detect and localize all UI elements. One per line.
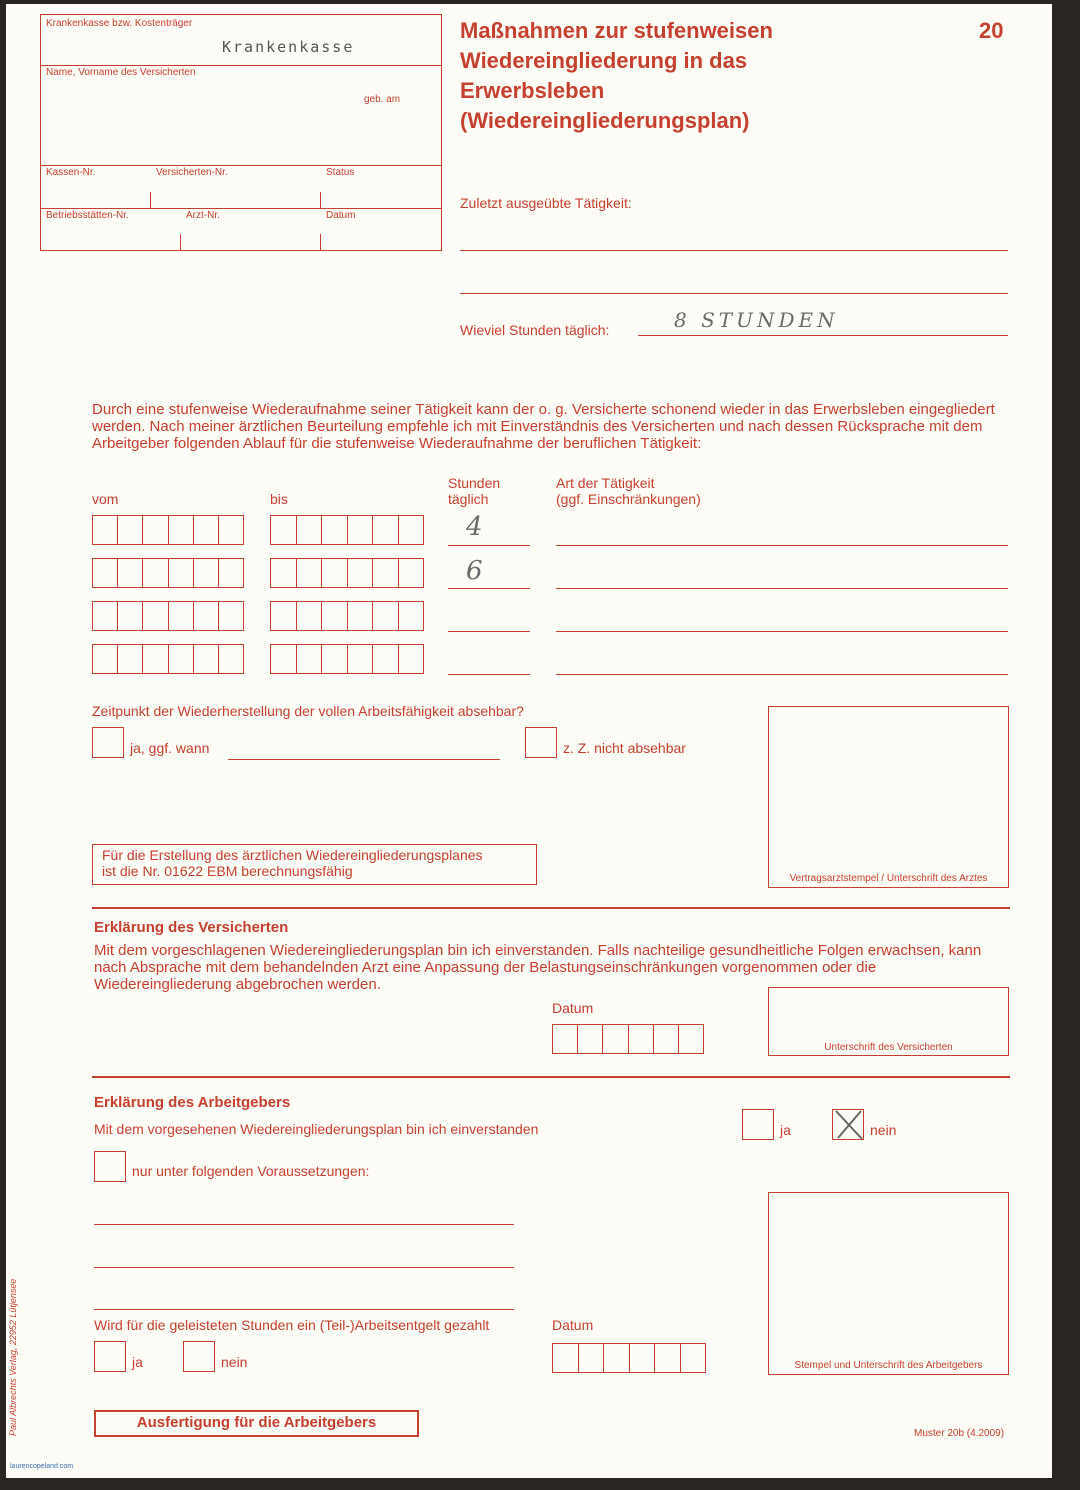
insured-declaration-heading: Erklärung des Versicherten [94, 919, 289, 936]
employer-stamp-label: Stempel und Unterschrift des Arbeitgebers [794, 1360, 983, 1371]
krankenkasse-value[interactable]: Krankenkasse [222, 38, 355, 56]
form-number: 20 [979, 18, 1004, 43]
form-title-line2: Wiedereingliederung in das [460, 48, 748, 73]
doctor-stamp-box[interactable] [768, 706, 1009, 888]
datum-label: Datum [326, 210, 356, 221]
hours-label: Wieviel Stunden täglich: [460, 322, 610, 338]
conditions-line-2[interactable] [94, 1267, 514, 1268]
recovery-when-line[interactable] [228, 759, 500, 760]
pay-ja-checkbox[interactable] [94, 1341, 126, 1372]
geb-label: geb. am [364, 94, 401, 105]
employer-date-boxes[interactable] [552, 1343, 706, 1373]
pay-question: Wird für die geleisteten Stunden ein (Teil-)Arbeitsentgelt gezahlt [94, 1317, 490, 1333]
publisher-label: Paul Albrechts Verlag, 22952 Lütjensee [8, 1278, 18, 1436]
col-vom: vom [92, 491, 119, 507]
vom-date-row-3[interactable] [92, 601, 244, 631]
krankenkasse-label: Krankenkasse bzw. Kostenträger [46, 18, 193, 29]
conditions-line-1[interactable] [94, 1224, 514, 1225]
hours-line-row-1[interactable] [448, 545, 530, 546]
activity-line-row-3[interactable] [556, 631, 1008, 632]
insured-datum-label: Datum [552, 1000, 594, 1016]
pay-ja-label: ja [132, 1354, 143, 1370]
last-activity-line-1[interactable] [460, 250, 1008, 251]
conditions-line-3[interactable] [94, 1309, 514, 1310]
activity-line-row-4[interactable] [556, 674, 1008, 675]
pay-nein-checkbox[interactable] [183, 1341, 215, 1372]
pay-nein-label: nein [221, 1354, 248, 1370]
employer-datum-label: Datum [552, 1317, 594, 1333]
vom-date-row-1[interactable] [92, 515, 244, 545]
bis-date-row-2[interactable] [270, 558, 424, 588]
last-activity-line-2[interactable] [460, 293, 1008, 294]
watermark: laurencopeland.com [10, 1463, 74, 1470]
recovery-no-label: z. Z. nicht absehbar [563, 740, 686, 756]
insured-signature-label: Unterschrift des Versicherten [824, 1042, 953, 1053]
employer-ja-label: ja [780, 1122, 791, 1138]
bis-date-row-4[interactable] [270, 644, 424, 674]
employer-declaration-heading: Erklärung des Arbeitgebers [94, 1094, 291, 1111]
col-stunden-1: Stunden [448, 475, 501, 491]
kassen-nr-label: Kassen-Nr. [46, 167, 96, 178]
activity-line-row-1[interactable] [556, 545, 1008, 546]
col-art-2: (ggf. Einschränkungen) [556, 491, 701, 507]
employer-ja-checkbox[interactable] [742, 1109, 774, 1140]
col-art-1: Art der Tätigkeit [556, 475, 655, 491]
employer-conditions-checkbox[interactable] [94, 1151, 126, 1182]
section-divider-2 [92, 1076, 1010, 1078]
form-title-line4: (Wiedereingliederungsplan) [460, 108, 750, 133]
form-title-line3: Erwerbsleben [460, 78, 605, 103]
employer-agree-text: Mit dem vorgesehenen Wiedereingliederungsplan bin ich einverstanden [94, 1121, 539, 1137]
col-stunden-2: täglich [448, 491, 489, 507]
employer-conditions-label: nur unter folgenden Voraussetzungen: [132, 1163, 370, 1179]
hours-value-row-2[interactable]: 6 [466, 556, 483, 586]
muster-label: Muster 20b (4.2009) [914, 1428, 1005, 1439]
ebm-note-line2: ist die Nr. 01622 EBM berechnungsfähig [102, 863, 353, 879]
status-label: Status [326, 167, 355, 178]
vom-date-row-4[interactable] [92, 644, 244, 674]
hours-line-row-2[interactable] [448, 588, 530, 589]
vom-date-row-2[interactable] [92, 558, 244, 588]
section-divider-1 [92, 907, 1010, 909]
hours-line-row-3[interactable] [448, 631, 530, 632]
doctor-stamp-label: Vertragsarztstempel / Unterschrift des Arztes [789, 873, 988, 884]
ebm-note-line1: Für die Erstellung des ärztlichen Wiedereingliederungsplanes [102, 847, 483, 863]
recovery-no-checkbox[interactable] [525, 727, 557, 758]
copy-label: Ausfertigung für die Arbeitgebers [136, 1414, 377, 1431]
activity-line-row-2[interactable] [556, 588, 1008, 589]
name-label: Name, Vorname des Versicherten [46, 67, 196, 78]
check-x-mark-icon [832, 1109, 864, 1140]
insured-date-boxes[interactable] [552, 1024, 704, 1054]
employer-nein-label: nein [870, 1122, 897, 1138]
recovery-yes-label: ja, ggf. wann [130, 740, 210, 756]
bis-date-row-3[interactable] [270, 601, 424, 631]
form-title-line1: Maßnahmen zur stufenweisen [460, 18, 773, 43]
col-bis: bis [270, 491, 288, 507]
betriebsstaetten-nr-label: Betriebsstätten-Nr. [46, 210, 129, 221]
employer-stamp-box[interactable] [768, 1192, 1009, 1375]
employer-nein-checkbox[interactable] [832, 1109, 864, 1140]
recovery-question: Zeitpunkt der Wiederherstellung der vollen Arbeitsfähigkeit absehbar? [92, 703, 524, 719]
intro-text: Durch eine stufenweise Wiederaufnahme seiner Tätigkeit kann der o. g. Versicherte schonend wieder in das Erwerbsleben eingegliedert werden. Nach meiner ärztlichen Beurteilung empfehle ich mit Einverständnis des Versicherten und nach dessen Rücksprache mit dem Arbeitgeber folgenden Ablauf für die stufenweise Wiederaufnahme der beruflichen Tätigkeit: [92, 401, 995, 452]
hours-line[interactable] [638, 335, 1008, 336]
versicherten-nr-label: Versicherten-Nr. [156, 167, 228, 178]
hours-line-row-4[interactable] [448, 674, 530, 675]
form-page [6, 4, 1052, 1478]
last-activity-label: Zuletzt ausgeübte Tätigkeit: [460, 195, 632, 211]
insured-declaration-text: Mit dem vorgeschlagenen Wiedereingliederungsplan bin ich einverstanden. Falls nachteilige gesundheitliche Folgen erwachsen, kann nach Absprache mit dem behandelnden Arzt eine Anpassung der Belastungseinschränkungen vorgenommen oder die Wiedereingliederung abgebrochen werden. [94, 942, 982, 993]
recovery-yes-checkbox[interactable] [92, 727, 124, 758]
arzt-nr-label: Arzt-Nr. [186, 210, 220, 221]
hours-value[interactable]: 8 STUNDEN [674, 308, 839, 332]
hours-value-row-1[interactable]: 4 [466, 512, 483, 542]
bis-date-row-1[interactable] [270, 515, 424, 545]
